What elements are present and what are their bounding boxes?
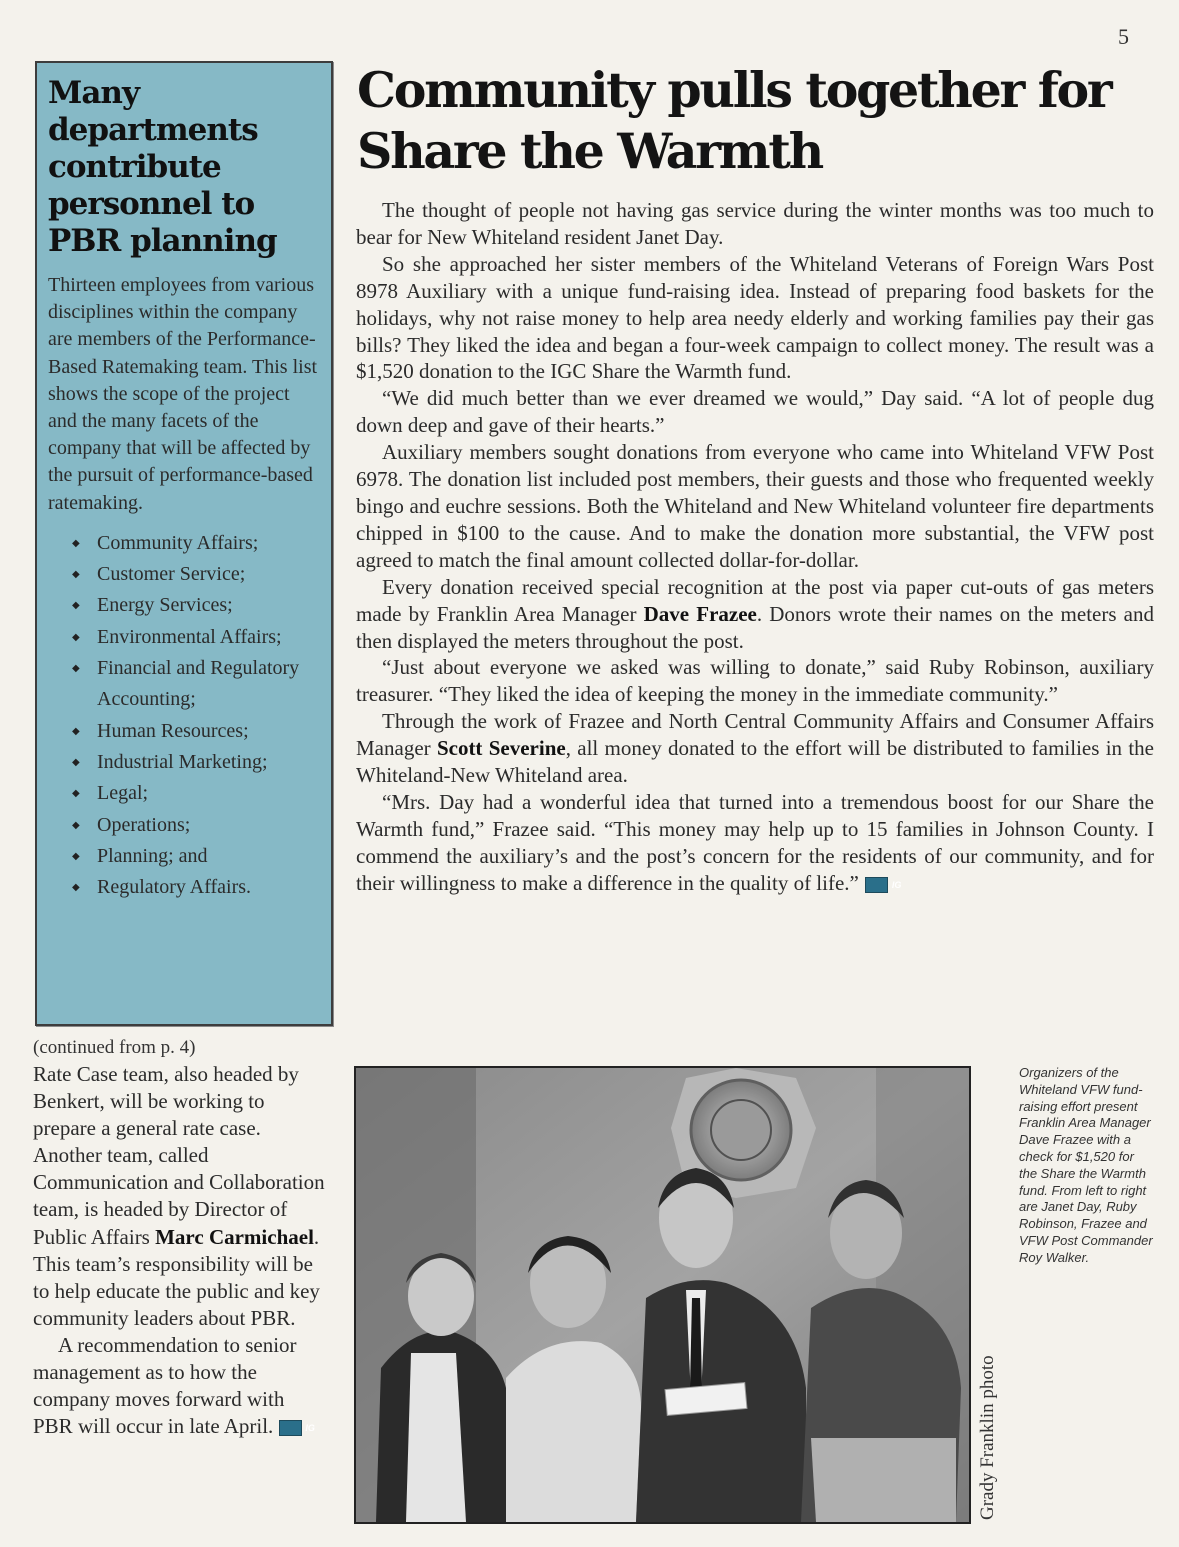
continued-note: (continued from p. 4) [33, 1037, 196, 1058]
continued-column [33, 1034, 328, 1440]
text-run: Through the work of Frazee and North Central Community Affairs and Consumer Affairs Manager [356, 709, 1154, 761]
person-name: Dave Frazee [643, 601, 757, 626]
article-headline: Community pulls together for Share the Warmth [357, 61, 1111, 180]
text-run: . Donors wrote their names on the meters and then displayed the meters throughout the post. [356, 601, 1154, 653]
article-paragraph: So she approached her sister members of the Whiteland Veterans of Foreign Wars Post 8978 Auxiliary with a unique fund-raising idea. Instead of preparing food baskets for the holidays, why not raise money to help area needy elderly and working families pay their gas bills? They liked the idea and began a four-week campaign to collect money. The result was a $1,520 donation to the IGC Share the Warmth fund. [356, 251, 1154, 384]
text-run: Rate Case team, also headed by Benkert, will be working to prepare a general rate case. Another team, called Communication and Collaboration team, is headed by Director of Public Affairs [33, 1062, 325, 1249]
photo-caption: Organizers of the Whiteland VFW fund-raising effort present Franklin Area Manager Dave Frazee with a check for $1,520 for the Share the Warmth fund. From left to right are Janet Day, Ruby Robinson, Frazee and VFW Post Commander Roy Walker. [1019, 1065, 1153, 1265]
photo [354, 1066, 971, 1524]
article-body [356, 197, 1154, 897]
list-item: ◆ Industrial Marketing; [72, 747, 321, 778]
person-name: Marc Carmichael [155, 1224, 314, 1249]
sidebar-intro: Thirteen employees from various disciplines within the company are members of the Performance-Based Ratemaking team. This list shows the scope of the project and the many facets of the company that will be affected by the pursuit of performance-based ratemaking. [48, 274, 318, 514]
article-paragraph [356, 574, 1154, 655]
list-item: ◆ Operations; [72, 810, 321, 841]
photo-credit: Grady Franklin photo [977, 1355, 998, 1520]
department-list [47, 528, 321, 904]
text-run: Every donation received special recognition at the post via paper cut-outs of gas meters made by Franklin Area Manager [356, 574, 1154, 626]
list-item: ◆ Regulatory Affairs. [72, 872, 321, 903]
text-run: A recommendation to senior management as to how the company moves forward with PBR will occur in late April. [33, 1332, 297, 1439]
sidebar-box [35, 61, 333, 1026]
ig-logo-icon: IG [279, 1420, 302, 1436]
continued-paragraph [33, 1061, 328, 1332]
list-item: ◆ Human Resources; [72, 716, 321, 747]
list-item: ◆ Financial and Regulatory Accounting; [72, 653, 321, 716]
list-item: ◆ Planning; and [72, 841, 321, 872]
text-run: . This team’s responsibility will be to help educate the public and key community leaders about PBR. [33, 1224, 320, 1330]
continued-paragraph [33, 1332, 328, 1440]
text-run: , all money donated to the effort will be distributed to families in the Whiteland-New Whiteland area. [356, 736, 1154, 788]
person-name: Scott Severine [436, 736, 566, 761]
ig-logo-icon: IG [865, 877, 888, 893]
article-paragraph: Auxiliary members sought donations from everyone who came into Whiteland VFW Post 6978. The donation list included post members, their guests and those who frequented weekly bingo and euchre sessions. Both the Whiteland and New Whiteland volunteer fire departments chipped in $100 to the cause. And to make the donation more substantial, the VFW post agreed to match the final amount collected dollar-for-dollar. [356, 440, 1154, 572]
article-paragraph: “We did much better than we ever dreamed we would,” Day said. “A lot of people dug down deep and gave of their hearts.” [356, 386, 1154, 438]
list-item: ◆ Customer Service; [72, 559, 321, 590]
list-item: ◆ Environmental Affairs; [72, 622, 321, 653]
list-item: ◆ Energy Services; [72, 590, 321, 621]
page-number: 5 [1118, 24, 1129, 49]
list-item: ◆ Community Affairs; [72, 528, 321, 559]
sidebar-title: Many departments contribute personnel to PBR planning [48, 75, 277, 259]
text-run: “Mrs. Day had a wonderful idea that turned into a tremendous boost for our Share the Warmth fund,” Frazee said. “This money may help up to 15 families in Johnson County. I commend the auxiliary’s and the post’s concern for the residents of our community, and for their willingness to make a difference in the quality of life.” [356, 789, 1154, 895]
article-paragraph: “Just about everyone we asked was willing to donate,” said Ruby Robinson, auxiliary treasurer. “They liked the idea of keeping the money in the immediate community.” [356, 655, 1154, 707]
list-item: ◆ Legal; [72, 778, 321, 809]
article-paragraph: The thought of people not having gas service during the winter months was too much to bear for New Whiteland resident Janet Day. [356, 198, 1154, 249]
article-paragraph [356, 789, 1154, 897]
article-paragraph [356, 708, 1154, 789]
photo-image [356, 1068, 969, 1522]
